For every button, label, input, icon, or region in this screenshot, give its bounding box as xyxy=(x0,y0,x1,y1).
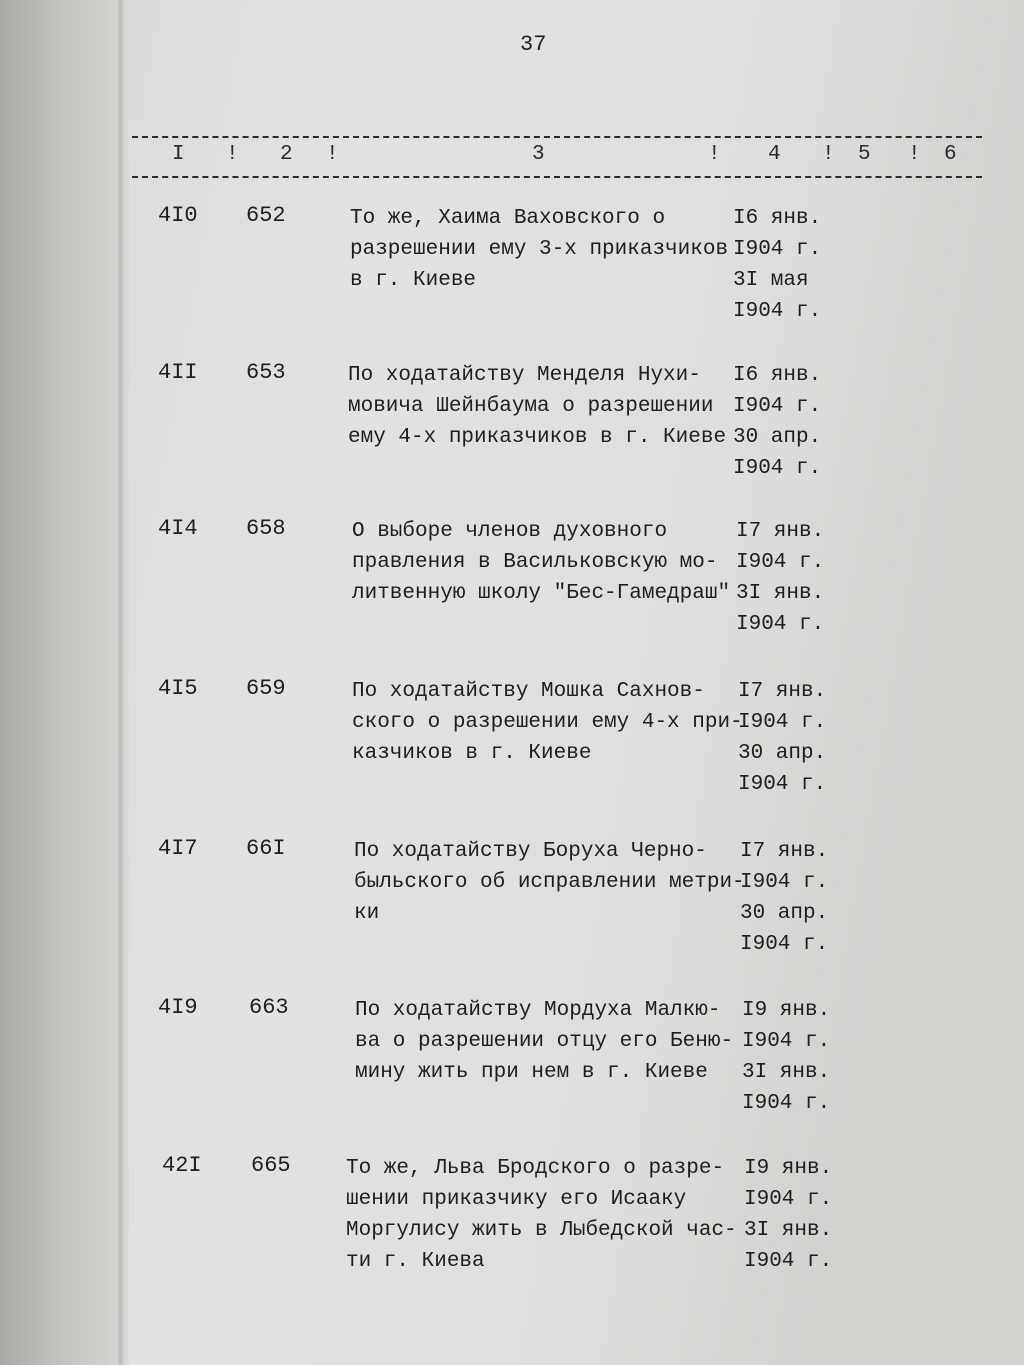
header-col-3: 3 xyxy=(532,143,545,166)
description-line: По ходатайству Мордуха Малкю- xyxy=(355,999,721,1022)
dates xyxy=(733,360,821,484)
dates xyxy=(733,203,821,327)
description-line: ему 4-х приказчиков в г. Киеве xyxy=(348,426,727,449)
date-line: I904 г. xyxy=(736,613,825,636)
header-col-4: 4 xyxy=(768,143,781,166)
description-line: литвенную школу "Бес-Гамедраш" xyxy=(352,582,731,605)
description xyxy=(354,836,745,929)
date-line: 30 апр. xyxy=(740,902,829,925)
file-number: 652 xyxy=(246,203,286,228)
description xyxy=(350,203,728,296)
header-col-5: 5 xyxy=(858,143,871,166)
date-line: 3I янв. xyxy=(744,1219,833,1242)
date-line: I904 г. xyxy=(740,871,829,894)
description-line: разрешении ему 3-х приказчиков xyxy=(350,238,729,261)
row-number: 4I9 xyxy=(158,995,198,1020)
description xyxy=(348,360,726,453)
header-bottom-rule xyxy=(132,176,982,178)
description-line: казчиков в г. Киеве xyxy=(352,742,592,765)
description xyxy=(352,676,743,769)
row-number: 42I xyxy=(162,1153,202,1178)
row-number: 4I4 xyxy=(158,516,198,541)
row-number: 4I5 xyxy=(158,676,198,701)
date-line: I904 г. xyxy=(740,933,829,956)
description-line: ва о разрешении отцу его Беню- xyxy=(355,1030,734,1053)
description xyxy=(355,995,733,1088)
header-col-1: I xyxy=(172,143,185,166)
date-line: I9 янв. xyxy=(744,1157,833,1180)
row-number: 4I7 xyxy=(158,836,198,861)
header-separator-2: ! xyxy=(326,143,339,166)
date-line: I904 г. xyxy=(733,395,822,418)
page-number: 37 xyxy=(520,32,547,57)
date-line: 3I янв. xyxy=(736,582,825,605)
header-col-2: 2 xyxy=(280,143,293,166)
description-line: быльского об исправлении метри- xyxy=(354,871,745,894)
description-line: ского о разрешении ему 4-х при- xyxy=(352,711,743,734)
date-line: I904 г. xyxy=(738,711,827,734)
header-separator-1: ! xyxy=(226,143,239,166)
dates xyxy=(740,836,828,960)
dates xyxy=(738,676,826,800)
header-separator-5: ! xyxy=(908,143,921,166)
date-line: I7 янв. xyxy=(738,680,827,703)
description xyxy=(352,516,730,609)
description-line: в г. Киеве xyxy=(350,269,477,292)
header-top-rule xyxy=(132,136,982,138)
date-line: I9 янв. xyxy=(742,999,831,1022)
description-line: По ходатайству Боруха Черно- xyxy=(354,840,707,863)
date-line: I7 янв. xyxy=(736,520,825,543)
date-line: I6 янв. xyxy=(733,207,822,230)
date-line: I904 г. xyxy=(744,1250,833,1273)
header-separator-4: ! xyxy=(822,143,835,166)
date-line: 30 апр. xyxy=(733,426,822,449)
date-line: I904 г. xyxy=(733,238,822,261)
date-line: I904 г. xyxy=(736,551,825,574)
date-line: I904 г. xyxy=(742,1092,831,1115)
date-line: 30 апр. xyxy=(738,742,827,765)
page-gutter-shadow xyxy=(0,0,130,1365)
description-line: То же, Хаима Ваховского о xyxy=(350,207,666,230)
header-separator-3: ! xyxy=(708,143,721,166)
file-number: 658 xyxy=(246,516,286,541)
date-line: 3I мая xyxy=(733,269,809,292)
header-col-6: 6 xyxy=(944,143,957,166)
row-number: 4I0 xyxy=(158,203,198,228)
date-line: 3I янв. xyxy=(742,1061,831,1084)
description-line: Моргулису жить в Лыбедской час- xyxy=(346,1219,737,1242)
description-line: мину жить при нем в г. Киеве xyxy=(355,1061,708,1084)
description-line: ки xyxy=(354,902,380,925)
dates xyxy=(742,995,830,1119)
file-number: 653 xyxy=(246,360,286,385)
date-line: I7 янв. xyxy=(740,840,829,863)
date-line: I904 г. xyxy=(738,773,827,796)
description-line: О выборе членов духовного xyxy=(352,520,668,543)
file-number: 663 xyxy=(249,995,289,1020)
date-line: I904 г. xyxy=(733,457,822,480)
row-number: 4II xyxy=(158,360,198,385)
description-line: шении приказчику его Исааку xyxy=(346,1188,687,1211)
file-number: 665 xyxy=(251,1153,291,1178)
page-fold-edge xyxy=(118,0,124,1365)
description-line: правления в Васильковскую мо- xyxy=(352,551,718,574)
file-number: 66I xyxy=(246,836,286,861)
description-line: По ходатайству Мошка Сахнов- xyxy=(352,680,705,703)
description-line: мовича Шейнбаума о разрешении xyxy=(348,395,714,418)
description-line: По ходатайству Менделя Нухи- xyxy=(348,364,701,387)
dates xyxy=(736,516,824,640)
file-number: 659 xyxy=(246,676,286,701)
description-line: ти г. Киева xyxy=(346,1250,485,1273)
date-line: I904 г. xyxy=(742,1030,831,1053)
date-line: I6 янв. xyxy=(733,364,822,387)
dates xyxy=(744,1153,832,1277)
description-line: То же, Льва Бродского о разре- xyxy=(346,1157,725,1180)
date-line: I904 г. xyxy=(733,300,822,323)
description xyxy=(346,1153,737,1277)
date-line: I904 г. xyxy=(744,1188,833,1211)
